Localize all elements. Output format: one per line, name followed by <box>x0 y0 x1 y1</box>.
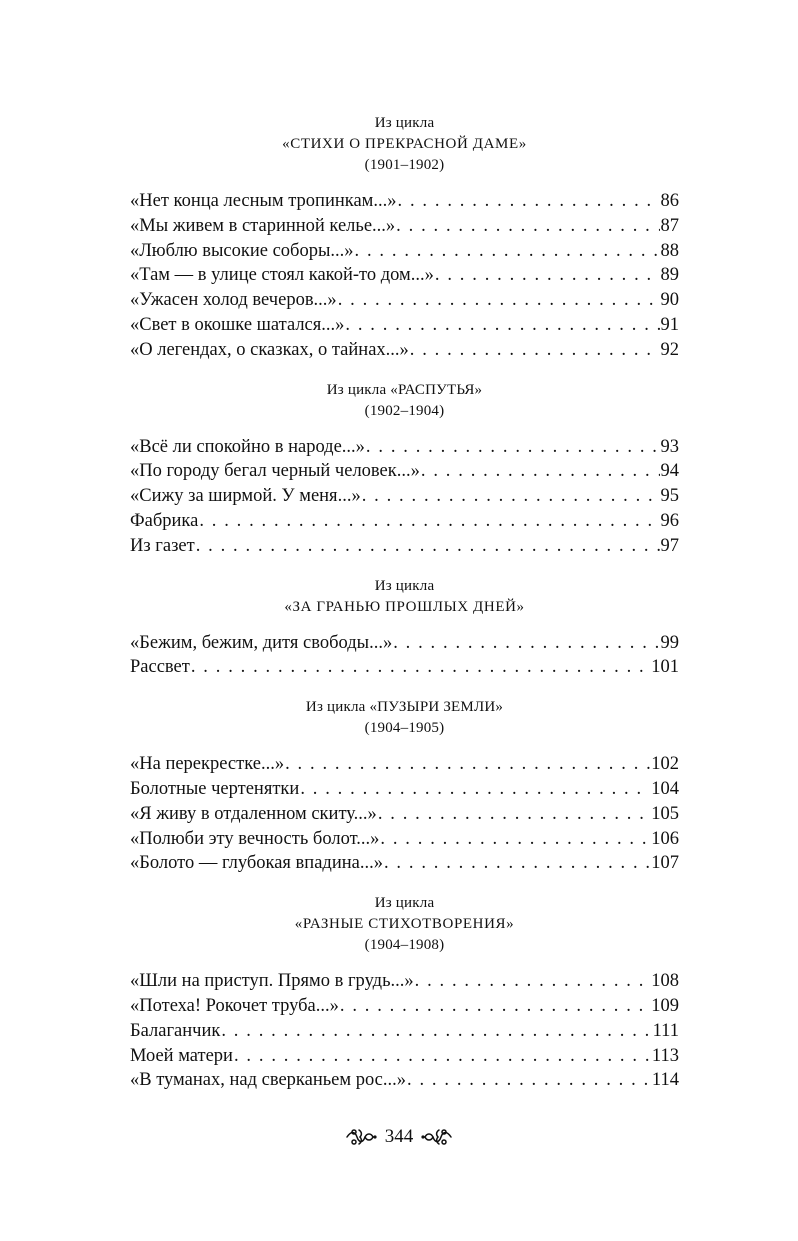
page-number: 344 <box>384 1126 414 1147</box>
entry-title: «О легендах, о сказках, о тайнах...» <box>130 339 409 360</box>
toc-entry[interactable] <box>130 435 679 460</box>
section-heading-line: (1904–1908) <box>364 937 445 954</box>
entry-page: 89 <box>660 265 679 286</box>
toc-entry[interactable] <box>130 752 679 777</box>
dot-leader <box>221 1019 651 1044</box>
section-heading <box>130 576 679 618</box>
dot-leader <box>378 802 650 827</box>
entry-page: 96 <box>660 510 679 531</box>
entry-page: 105 <box>651 803 679 824</box>
entry-title: «Бежим, бежим, дитя свободы...» <box>130 632 393 653</box>
scroll-ornament-icon <box>345 1127 377 1147</box>
toc-section <box>130 113 679 363</box>
entry-page: 101 <box>651 657 679 678</box>
dot-leader <box>362 484 660 509</box>
section-heading <box>130 113 679 176</box>
toc-section <box>130 576 679 681</box>
section-heading-line: (1902–1904) <box>364 402 445 419</box>
toc-entry[interactable] <box>130 655 679 680</box>
entry-title: Балаганчик <box>130 1020 221 1041</box>
toc-entry[interactable] <box>130 1019 679 1044</box>
entry-page: 97 <box>660 535 679 556</box>
entry-title: «В туманах, над сверканьем рос...» <box>130 1070 407 1091</box>
dot-leader <box>380 827 650 852</box>
entry-page: 99 <box>660 632 679 653</box>
toc-entry[interactable] <box>130 484 679 509</box>
dot-leader <box>396 214 659 239</box>
section-heading-line: (1901–1902) <box>364 157 445 173</box>
section-heading-line: Из цикла <box>374 115 435 131</box>
entry-title: Рассвет <box>130 657 190 678</box>
entry-title: «Всё ли спокойно в народе...» <box>130 436 365 457</box>
section-heading-line: Из цикла «РАСПУТЬЯ» <box>326 381 483 398</box>
toc-entry[interactable] <box>130 189 679 214</box>
entry-page: 102 <box>651 754 679 775</box>
toc-entry[interactable] <box>130 313 679 338</box>
toc-entry[interactable] <box>130 1044 679 1069</box>
dot-leader <box>384 851 650 876</box>
entry-page: 88 <box>660 240 679 261</box>
table-of-contents <box>130 113 679 1110</box>
entry-page: 91 <box>660 314 679 335</box>
entry-page: 108 <box>651 971 679 992</box>
toc-entries <box>130 189 679 363</box>
toc-entry[interactable] <box>130 534 679 559</box>
toc-entry[interactable] <box>130 827 679 852</box>
entry-title: «Сижу за ширмой. У меня...» <box>130 486 361 507</box>
dot-leader <box>421 459 660 484</box>
entry-title: «Потеха! Рокочет труба...» <box>130 995 339 1016</box>
toc-entry[interactable] <box>130 1068 679 1093</box>
section-heading-line: «СТИХИ О ПРЕКРАСНОЙ ДАМЕ» <box>282 136 527 152</box>
toc-entries <box>130 435 679 559</box>
entry-page: 94 <box>660 461 679 482</box>
scroll-ornament-icon <box>421 1127 453 1147</box>
toc-entry[interactable] <box>130 338 679 363</box>
dot-leader <box>191 655 650 680</box>
dot-leader <box>398 189 660 214</box>
entry-title: «На перекрестке...» <box>130 754 285 775</box>
toc-entry[interactable] <box>130 288 679 313</box>
entry-title: «Я живу в отдаленном скиту...» <box>130 803 377 824</box>
entry-title: «Полюби эту вечность болот...» <box>130 828 380 849</box>
entry-title: «Там — в улице стоял какой-то дом...» <box>130 265 434 286</box>
entry-title: Из газет <box>130 535 195 556</box>
entry-page: 104 <box>651 778 679 799</box>
toc-entry[interactable] <box>130 994 679 1019</box>
toc-entry[interactable] <box>130 214 679 239</box>
entry-page: 109 <box>651 995 679 1016</box>
toc-entries <box>130 631 679 681</box>
toc-entry[interactable] <box>130 631 679 656</box>
section-heading-line: Из цикла <box>374 895 435 912</box>
entry-page: 86 <box>660 191 679 211</box>
dot-leader <box>340 994 650 1019</box>
toc-section <box>130 893 679 1093</box>
dot-leader <box>345 313 659 338</box>
toc-section <box>130 697 679 876</box>
dot-leader <box>338 288 660 313</box>
entry-page: 107 <box>651 853 679 874</box>
entry-title: «Свет в окошке шатался...» <box>130 314 345 335</box>
dot-leader <box>366 435 660 460</box>
entry-title: Фабрика <box>130 510 199 531</box>
toc-entry[interactable] <box>130 851 679 876</box>
toc-entry[interactable] <box>130 509 679 534</box>
toc-entries <box>130 752 679 876</box>
entry-page: 92 <box>660 339 679 360</box>
dot-leader <box>300 777 650 802</box>
section-heading-line: «ЗА ГРАНЬЮ ПРОШЛЫХ ДНЕЙ» <box>284 598 525 615</box>
dot-leader <box>410 338 660 363</box>
dot-leader <box>435 263 660 288</box>
section-heading-line: «РАЗНЫЕ СТИХОТВОРЕНИЯ» <box>294 916 515 933</box>
toc-entries <box>130 969 679 1093</box>
entry-page: 95 <box>660 486 679 507</box>
entry-title: Моей матери <box>130 1045 233 1066</box>
entry-page: 113 <box>651 1045 679 1066</box>
entry-title: «Шли на приступ. Прямо в грудь...» <box>130 971 414 992</box>
dot-leader <box>234 1044 651 1069</box>
section-heading-line: Из цикла <box>374 577 435 594</box>
toc-entry[interactable] <box>130 969 679 994</box>
dot-leader <box>199 509 659 534</box>
entry-title: «Болото — глубокая впадина...» <box>130 853 383 874</box>
toc-section <box>130 380 679 559</box>
toc-entry[interactable] <box>130 263 679 288</box>
page-footer <box>0 1126 798 1148</box>
dot-leader <box>285 752 650 777</box>
dot-leader <box>407 1068 651 1093</box>
entry-page: 114 <box>651 1070 679 1091</box>
entry-page: 93 <box>660 436 679 457</box>
section-heading <box>130 697 679 739</box>
dot-leader <box>355 239 660 264</box>
entry-page: 111 <box>652 1020 679 1041</box>
section-heading-line: Из цикла «ПУЗЫРИ ЗЕМЛИ» <box>305 699 504 716</box>
entry-title: «Нет конца лесным тропинкам...» <box>130 191 397 211</box>
entry-title: Болотные чертенятки <box>130 778 300 799</box>
section-heading-line: (1904–1905) <box>364 720 445 737</box>
entry-title: «Мы живем в старинной келье...» <box>130 215 396 236</box>
section-heading <box>130 380 679 422</box>
dot-leader <box>393 631 659 656</box>
entry-title: «По городу бегал черный человек...» <box>130 461 420 482</box>
dot-leader <box>196 534 660 559</box>
entry-page: 90 <box>660 290 679 311</box>
entry-title: «Ужасен холод вечеров...» <box>130 290 337 311</box>
section-heading <box>130 893 679 956</box>
toc-entry[interactable] <box>130 777 679 802</box>
toc-entry[interactable] <box>130 802 679 827</box>
entry-title: «Люблю высокие соборы...» <box>130 240 354 261</box>
dot-leader <box>415 969 651 994</box>
toc-entry[interactable] <box>130 459 679 484</box>
toc-entry[interactable] <box>130 239 679 264</box>
entry-page: 87 <box>660 215 679 236</box>
entry-page: 106 <box>651 828 679 849</box>
